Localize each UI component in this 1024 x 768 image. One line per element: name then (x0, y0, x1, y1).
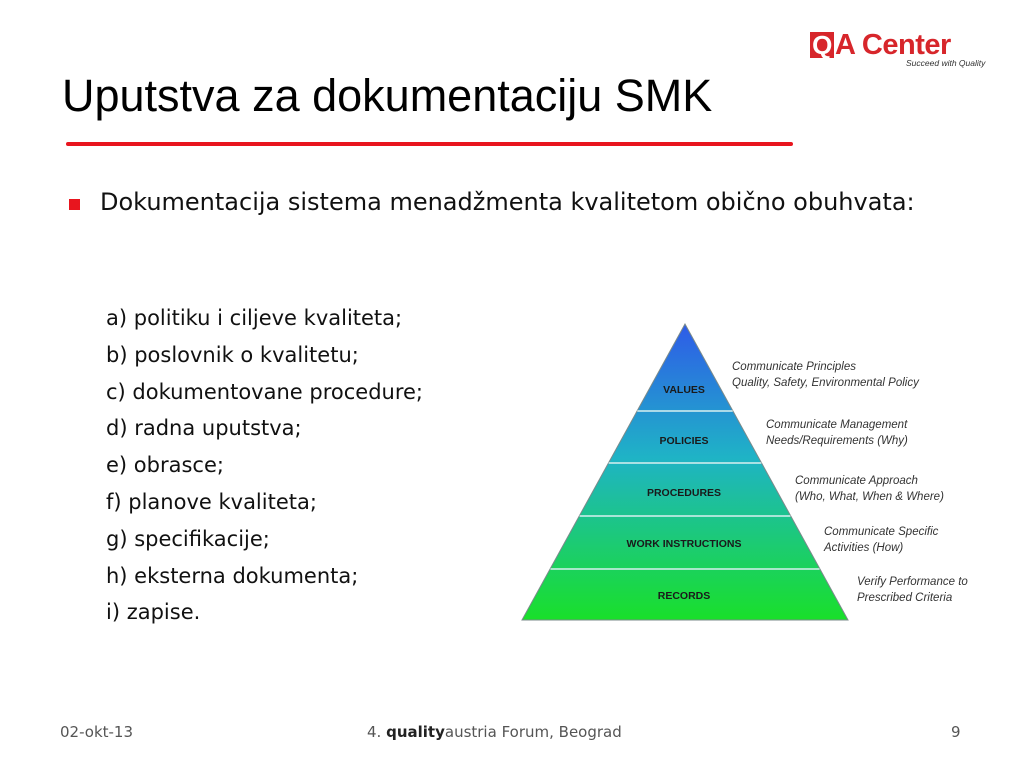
pyramid-level-label: POLICIES (659, 435, 709, 447)
slide-title: Uputstva za dokumentaciju SMK (62, 70, 713, 121)
list-item: e) obrasce; (106, 453, 224, 478)
pyramid-level-description: Activities (How) (824, 542, 904, 554)
qa-center-logo (810, 30, 1000, 70)
list-item: b) poslovnik o kvalitetu; (106, 342, 359, 367)
footer-event (367, 723, 622, 741)
pyramid-level-description: Communicate Approach (795, 475, 918, 487)
pyramid-level-description: Communicate Principles (732, 361, 856, 373)
pyramid-level-description: Communicate Specific (824, 526, 939, 538)
logo-q-letter: Q (810, 32, 834, 58)
logo-name: A Center (835, 29, 951, 61)
document-list (106, 301, 423, 632)
footer-event-suffix: austria Forum, Beograd (444, 723, 622, 741)
footer-event-prefix: 4. (367, 723, 387, 741)
list-item: d) radna uputstva; (106, 416, 302, 441)
main-bullet: Dokumentacija sistema menadžmenta kvalitetom obično obuhvata: (100, 188, 915, 216)
logo-tagline: Succeed with Quality (906, 58, 986, 68)
pyramid-level-description: (Who, What, When & Where) (795, 491, 944, 503)
pyramid-level-description: Communicate Management (766, 419, 908, 431)
list-item: h) eksterna dokumenta; (106, 563, 359, 588)
list-item: g) specifikacije; (106, 526, 270, 551)
list-item: a) politiku i ciljeve kvaliteta; (106, 306, 403, 330)
footer-event-bold: quality (386, 723, 445, 741)
footer-date: 02-okt-13 (60, 723, 134, 741)
pyramid-level-description: Verify Performance to (857, 576, 968, 588)
list-item: f) planove kvaliteta; (106, 489, 317, 514)
documentation-pyramid (500, 318, 1000, 628)
pyramid-level-label: PROCEDURES (646, 487, 722, 499)
bullet-square-icon (69, 199, 80, 210)
pyramid-level-description: Prescribed Criteria (857, 592, 953, 604)
logo-wordmark (810, 30, 951, 60)
list-item: c) dokumentovane procedure; (106, 379, 424, 404)
page-number: 9 (951, 723, 961, 741)
pyramid-level-description: Quality, Safety, Environmental Policy (732, 377, 919, 389)
pyramid-level-label: RECORDS (657, 590, 711, 602)
title-underline (66, 142, 793, 146)
list-item: i) zapise. (106, 600, 201, 625)
pyramid-level-description: Needs/Requirements (Why) (766, 435, 908, 447)
pyramid-level-label: VALUES (663, 384, 705, 396)
pyramid-level-label: WORK INSTRUCTIONS (626, 538, 742, 550)
